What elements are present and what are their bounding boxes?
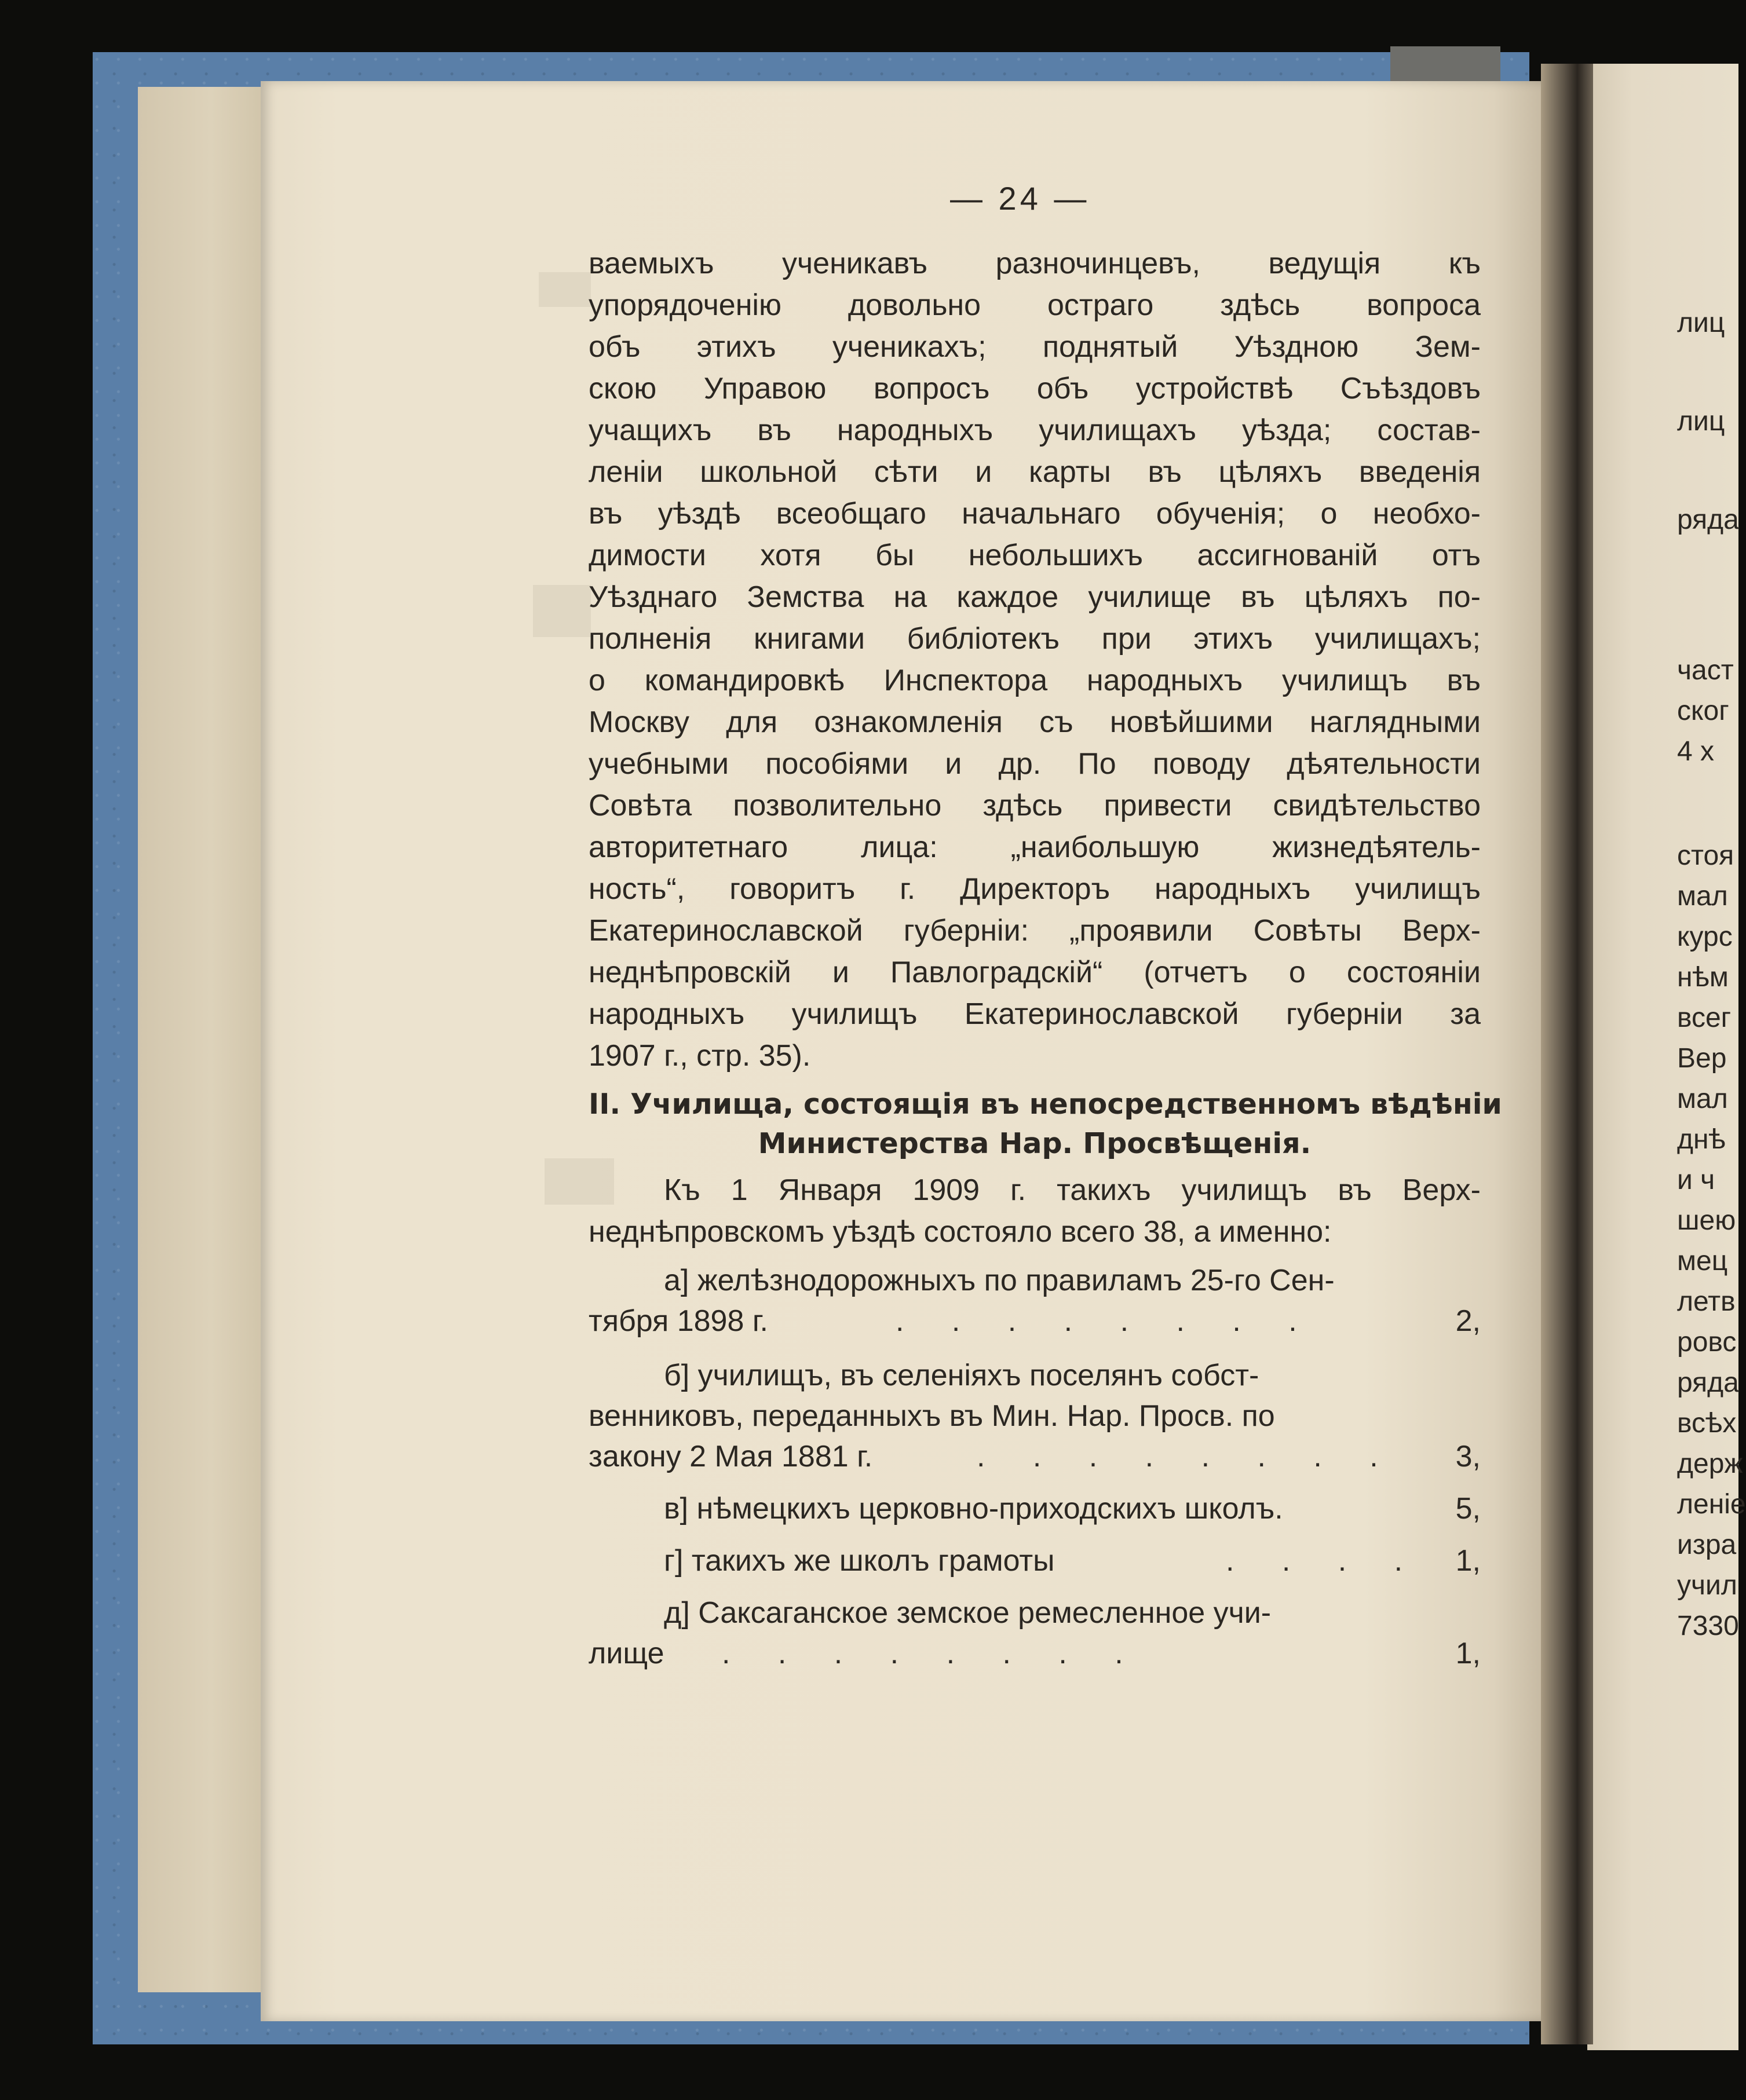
list-item-count: 1, <box>1455 1544 1481 1578</box>
facing-page-fragment: стоя <box>1677 840 1734 871</box>
facing-page-fragment: всѣх <box>1677 1408 1737 1439</box>
list-item-text: венниковъ, переданныхъ въ Мин. Нар. Просв. по <box>589 1399 1275 1433</box>
list-item-text: закону 2 Мая 1881 г. <box>589 1440 873 1473</box>
section-heading: II. Училища, состоящія въ непосредственномъ вѣдѣніи <box>589 1088 1502 1121</box>
body-line: учебными пособіями и др. По поводу дѣятельности <box>589 747 1481 781</box>
list-item-b-cont <box>589 1436 1481 1477</box>
facing-page-fragment: ряда <box>1677 1367 1739 1398</box>
leader-dots: . . . . . . . . <box>722 1637 1143 1670</box>
list-item-count: 2, <box>1455 1304 1481 1338</box>
body-line: авторитетнаго лица: „наибольшую жизнедѣятель- <box>589 831 1481 864</box>
book-gutter <box>1541 64 1593 2044</box>
page-number: — 24 — <box>950 180 1090 217</box>
list-item-count: 3, <box>1455 1440 1481 1473</box>
list-item-e <box>589 1593 1481 1633</box>
facing-page-fragment: лиц <box>1677 308 1725 338</box>
facing-page-fragment: Вер <box>1677 1043 1727 1074</box>
facing-page-fragment: курс <box>1677 921 1733 952</box>
facing-page-fragment: изра <box>1677 1530 1737 1560</box>
facing-page-fragment: днѣ <box>1677 1124 1726 1155</box>
list-item-b <box>589 1355 1481 1396</box>
body-line: леніи школьной сѣти и карты въ цѣляхъ введенія <box>589 455 1481 489</box>
body-line: Екатеринославской губерніи: „проявили Совѣты Верх- <box>589 914 1481 947</box>
facing-page-fragment: и ч <box>1677 1165 1715 1195</box>
facing-page-fragment: держ <box>1677 1448 1743 1479</box>
body-line: димости хотя бы небольшихъ ассигнованій отъ <box>589 539 1481 572</box>
leader-dots: . . . . . . . . <box>977 1440 1398 1473</box>
body-line: народныхъ училищъ Екатеринославской губерніи за <box>589 997 1481 1031</box>
intro-line: Къ 1 Января 1909 г. такихъ училищъ въ Верх- <box>664 1173 1481 1207</box>
facing-page-fragment: мал <box>1677 1084 1728 1114</box>
list-item-count: 5, <box>1455 1492 1481 1525</box>
facing-page-fragment: мец <box>1677 1246 1728 1276</box>
body-line: въ уѣздѣ всеобщаго начальнаго обученія; о необхо- <box>589 497 1481 531</box>
leader-dots: . . . . <box>1226 1544 1423 1578</box>
bleed-through-mark <box>533 585 591 637</box>
list-item-count: 1, <box>1455 1637 1481 1670</box>
facing-page-fragment: летв <box>1677 1286 1736 1317</box>
facing-page-fragment: лиц <box>1677 406 1725 437</box>
facing-page-fragment: 7330 <box>1677 1611 1739 1641</box>
list-item-d <box>589 1541 1481 1581</box>
list-item-a <box>589 1260 1481 1301</box>
list-item-text: лище <box>589 1637 664 1670</box>
intro-line: неднѣпровскомъ уѣздѣ состояло всего 38, а именно: <box>589 1215 1332 1249</box>
list-item-text: тября 1898 г. <box>589 1304 768 1338</box>
list-item-b-cont <box>589 1396 1481 1436</box>
list-item-e-cont <box>589 1633 1481 1674</box>
body-line: о командировкѣ Инспектора народныхъ училищъ въ <box>589 664 1481 697</box>
body-line: полненія книгами библіотекъ при этихъ училищахъ; <box>589 622 1481 656</box>
list-item-text: в] нѣмецкихъ церковно-приходскихъ школъ. <box>664 1492 1283 1525</box>
body-line: ность“, говоритъ г. Директоръ народныхъ училищъ <box>589 872 1481 906</box>
body-line: Совѣта позволительно здѣсь привести свидѣтельство <box>589 789 1481 822</box>
leader-dots: . . . . . . . . <box>896 1304 1317 1338</box>
facing-page-fragment: 4 х <box>1677 736 1715 767</box>
facing-page-fragment: част <box>1677 655 1734 686</box>
facing-page-fragment: шею <box>1677 1205 1736 1236</box>
facing-page-fragment: ровс <box>1677 1327 1737 1358</box>
bleed-through-mark <box>545 1158 614 1205</box>
list-item-text: б] училищъ, въ селеніяхъ поселянъ собст- <box>664 1359 1259 1392</box>
body-line: 1907 г., стр. 35). <box>589 1039 811 1073</box>
facing-page-fragment: леніе <box>1677 1489 1746 1520</box>
body-line: Москву для ознакомленія съ новѣйшими наглядными <box>589 705 1481 739</box>
body-line: ваемыхъ ученикавъ разночинцевъ, ведущія къ <box>589 247 1481 280</box>
list-item-text: г] такихъ же школъ грамоты <box>664 1544 1055 1578</box>
facing-page-fragment: ског <box>1677 696 1729 726</box>
facing-page-fragment: нѣм <box>1677 962 1729 993</box>
body-line: объ этихъ ученикахъ; поднятый Уѣздною Зем- <box>589 330 1481 364</box>
facing-page-fragment: ряда <box>1677 504 1739 535</box>
list-item-text: д] Саксаганское земское ремесленное учи- <box>664 1596 1272 1630</box>
list-item-text: а] желѣзнодорожныхъ по правиламъ 25-го Сен- <box>664 1264 1335 1297</box>
facing-page-fragment: всег <box>1677 1003 1732 1033</box>
page-stack-edge <box>138 87 272 1992</box>
body-line: Уѣзднаго Земства на каждое училище въ цѣляхъ по- <box>589 580 1481 614</box>
body-line: скою Управою вопросъ объ устройствѣ Съѣздовъ <box>589 372 1481 405</box>
facing-page-fragment: мал <box>1677 881 1728 912</box>
section-heading-continuation: Министерства Нар. Просвѣщенія. <box>758 1127 1312 1160</box>
body-line: упорядоченію довольно остраго здѣсь вопроса <box>589 288 1481 322</box>
list-item-a-cont <box>589 1301 1481 1341</box>
list-item-c <box>589 1488 1481 1529</box>
body-line: учащихъ въ народныхъ училищахъ уѣзда; состав- <box>589 414 1481 447</box>
bleed-through-mark <box>539 272 591 307</box>
facing-page-fragment: учил <box>1677 1570 1737 1601</box>
body-line: неднѣпровскій и Павлоградскій“ (отчетъ о состояніи <box>589 956 1481 989</box>
